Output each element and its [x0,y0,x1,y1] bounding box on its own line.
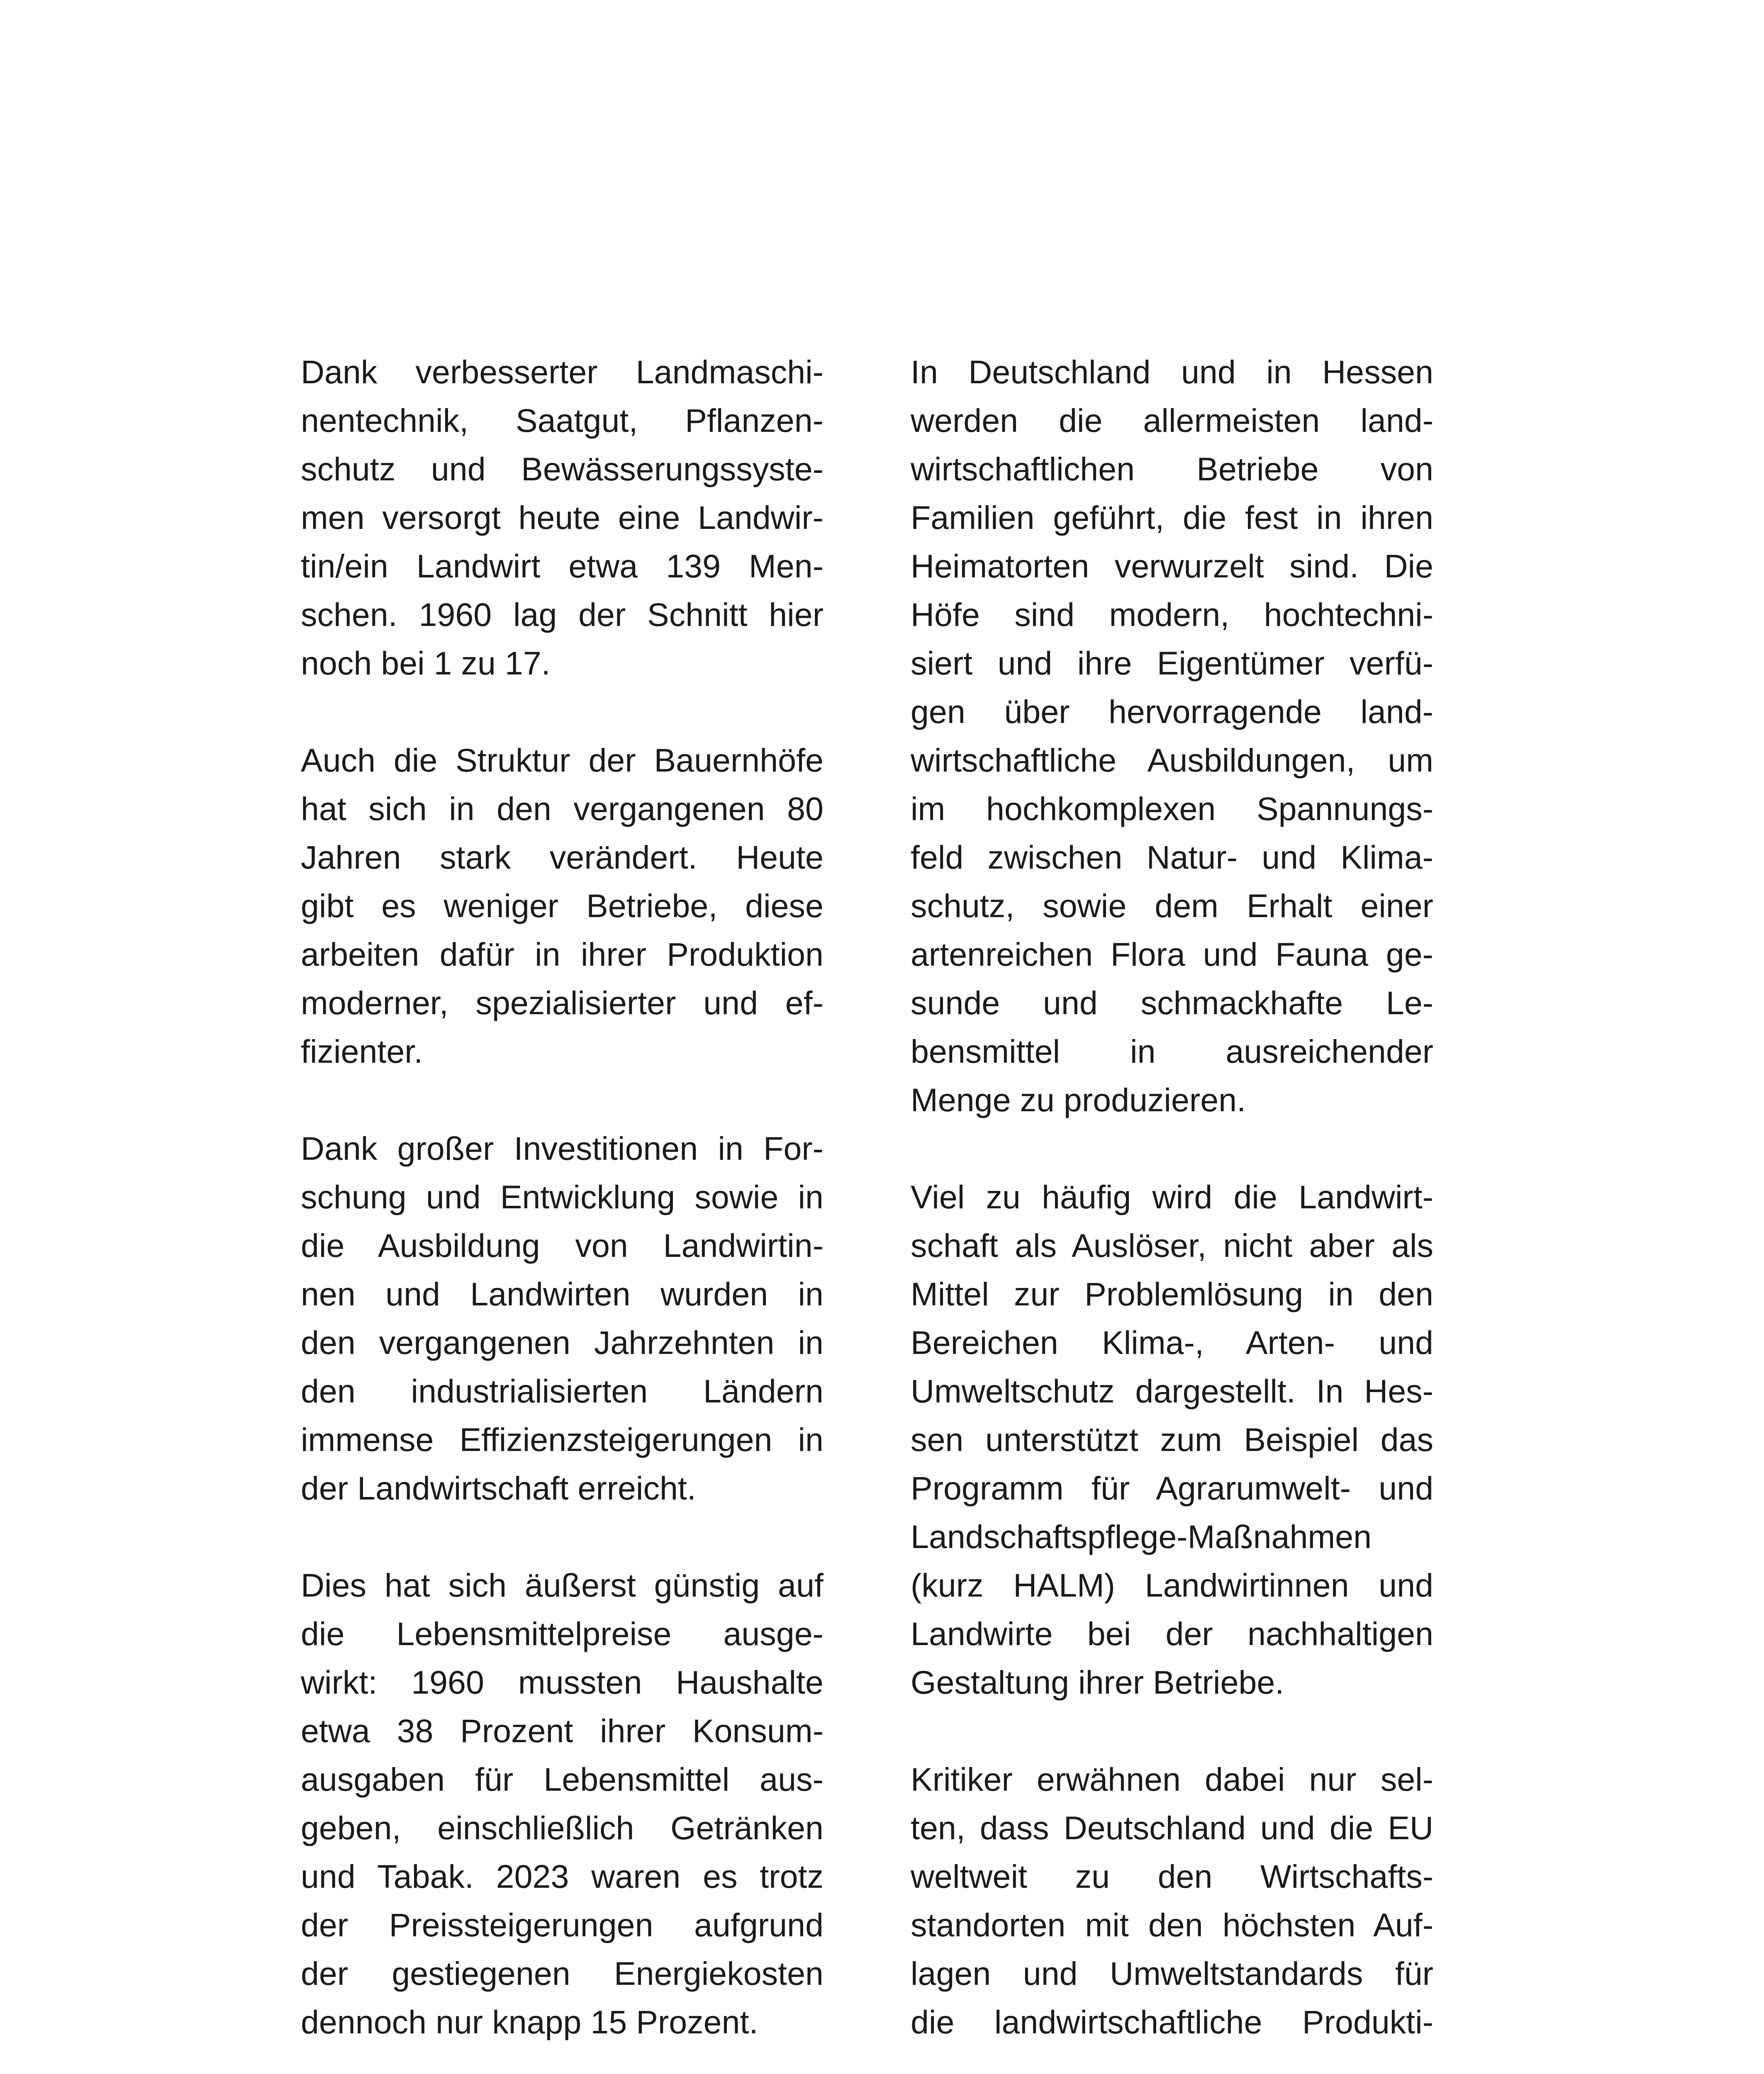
paragraph [301,348,824,687]
text-line: lagen und Umweltstandards für [911,1955,1433,1992]
text-line: feld zwischen Natur- und Klima- [911,839,1433,876]
paragraph-gap [301,687,824,736]
text-line: wirtschaftliche Ausbildungen, um [911,742,1433,779]
text-line: Kritiker erwähnen dabei nur sel- [911,1761,1433,1798]
text-line: den vergangenen Jahrzehnten in [301,1324,824,1361]
text-line: nen und Landwirten wurden in [301,1276,824,1312]
text-line: In Deutschland und in Hessen [911,353,1433,390]
text-line: Höfe sind modern, hochtechni- [911,596,1433,633]
text-line: und Tabak. 2023 waren es trotz [301,1858,824,1895]
text-line: schutz, sowie dem Erhalt einer [911,887,1433,924]
right-text-column [911,348,1433,2046]
text-line: Dies hat sich äußerst günstig auf [301,1567,824,1604]
text-line: den industrialisierten Ländern [301,1373,824,1409]
text-line: die landwirtschaftliche Produkti- [911,2003,1433,2040]
paragraph-gap [301,1076,824,1124]
text-line: Bereichen Klima-, Arten- und [911,1324,1433,1361]
paragraph-gap [301,1512,824,1561]
text-line: Landschaftspflege-Maßnahmen [911,1518,1372,1555]
text-line: die Ausbildung von Landwirtin- [301,1227,824,1264]
text-line: Programm für Agrarumwelt- und [911,1470,1433,1507]
text-line: Heimatorten verwurzelt sind. Die [911,548,1433,584]
left-text-column [301,348,824,2046]
text-line: hat sich in den vergangenen 80 [301,790,824,827]
text-line: Gestaltung ihrer Betriebe. [911,1664,1284,1701]
text-line: gen über hervorragende land- [911,693,1433,730]
text-line: bensmittel in ausreichender [911,1033,1433,1070]
text-line: sen unterstützt zum Beispiel das [911,1421,1433,1458]
paragraph [301,1124,824,1512]
text-line: Umweltschutz dargestellt. In Hes- [911,1373,1433,1409]
text-line: sunde und schmackhafte Le- [911,984,1433,1021]
paragraph [911,348,1433,1124]
text-line: standorten mit den höchsten Auf- [911,1906,1433,1943]
text-line: wirtschaftlichen Betriebe von [911,450,1433,487]
text-line: tin/ein Landwirt etwa 139 Men- [301,548,824,584]
text-line: ausgaben für Lebensmittel aus- [301,1761,824,1798]
text-line: Menge zu produzieren. [911,1081,1246,1118]
paragraph-gap [911,1706,1433,1755]
text-line: weltweit zu den Wirtschafts- [911,1858,1433,1895]
text-line: Viel zu häufig wird die Landwirt- [911,1178,1433,1215]
text-line: werden die allermeisten land- [911,402,1433,439]
text-line: Landwirte bei der nachhaltigen [911,1615,1433,1652]
text-line: dennoch nur knapp 15 Prozent. [301,2003,758,2040]
text-line: der Preissteigerungen aufgrund [301,1906,824,1943]
text-line: im hochkomplexen Spannungs- [911,790,1433,827]
paragraph [911,1755,1433,2046]
text-line: schen. 1960 lag der Schnitt hier [301,596,824,633]
text-line: immense Effizienzsteigerungen in [301,1421,824,1458]
text-line: siert und ihre Eigentümer verfü- [911,645,1433,682]
text-line: schaft als Auslöser, nicht aber als [911,1227,1433,1264]
text-line: etwa 38 Prozent ihrer Konsum- [301,1712,824,1749]
text-line: geben, einschließlich Getränken [301,1809,824,1846]
paragraph-gap [911,1124,1433,1173]
text-line: ten, dass Deutschland und die EU [911,1809,1433,1846]
text-line: schutz und Bewässerungssyste- [301,450,824,487]
paragraph [301,1561,824,2046]
text-line: moderner, spezialisierter und ef- [301,984,824,1021]
text-line: artenreichen Flora und Fauna ge- [911,936,1433,973]
paragraph [911,1173,1433,1706]
text-line: die Lebensmittelpreise ausge- [301,1615,824,1652]
text-line: Dank verbesserter Landmaschi- [301,353,824,390]
paragraph [301,736,824,1076]
text-line: arbeiten dafür in ihrer Produktion [301,936,824,973]
text-line: schung und Entwicklung sowie in [301,1178,824,1215]
text-line: der Landwirtschaft erreicht. [301,1470,696,1507]
text-line: Jahren stark verändert. Heute [301,839,824,876]
text-line: fizienter. [301,1033,423,1070]
text-line: Dank großer Investitionen in For- [301,1130,824,1167]
text-line: Familien geführt, die fest in ihren [911,499,1433,536]
text-line: (kurz HALM) Landwirtinnen und [911,1567,1433,1604]
text-line: wirkt: 1960 mussten Haushalte [301,1664,824,1701]
text-line: Auch die Struktur der Bauernhöfe [301,742,824,779]
text-line: gibt es weniger Betriebe, diese [301,887,824,924]
text-line: der gestiegenen Energiekosten [301,1955,824,1992]
text-line: men versorgt heute eine Landwir- [301,499,824,536]
text-line: Mittel zur Problemlösung in den [911,1276,1433,1312]
text-line: nentechnik, Saatgut, Pflanzen- [301,402,824,439]
text-line: noch bei 1 zu 17. [301,645,551,682]
